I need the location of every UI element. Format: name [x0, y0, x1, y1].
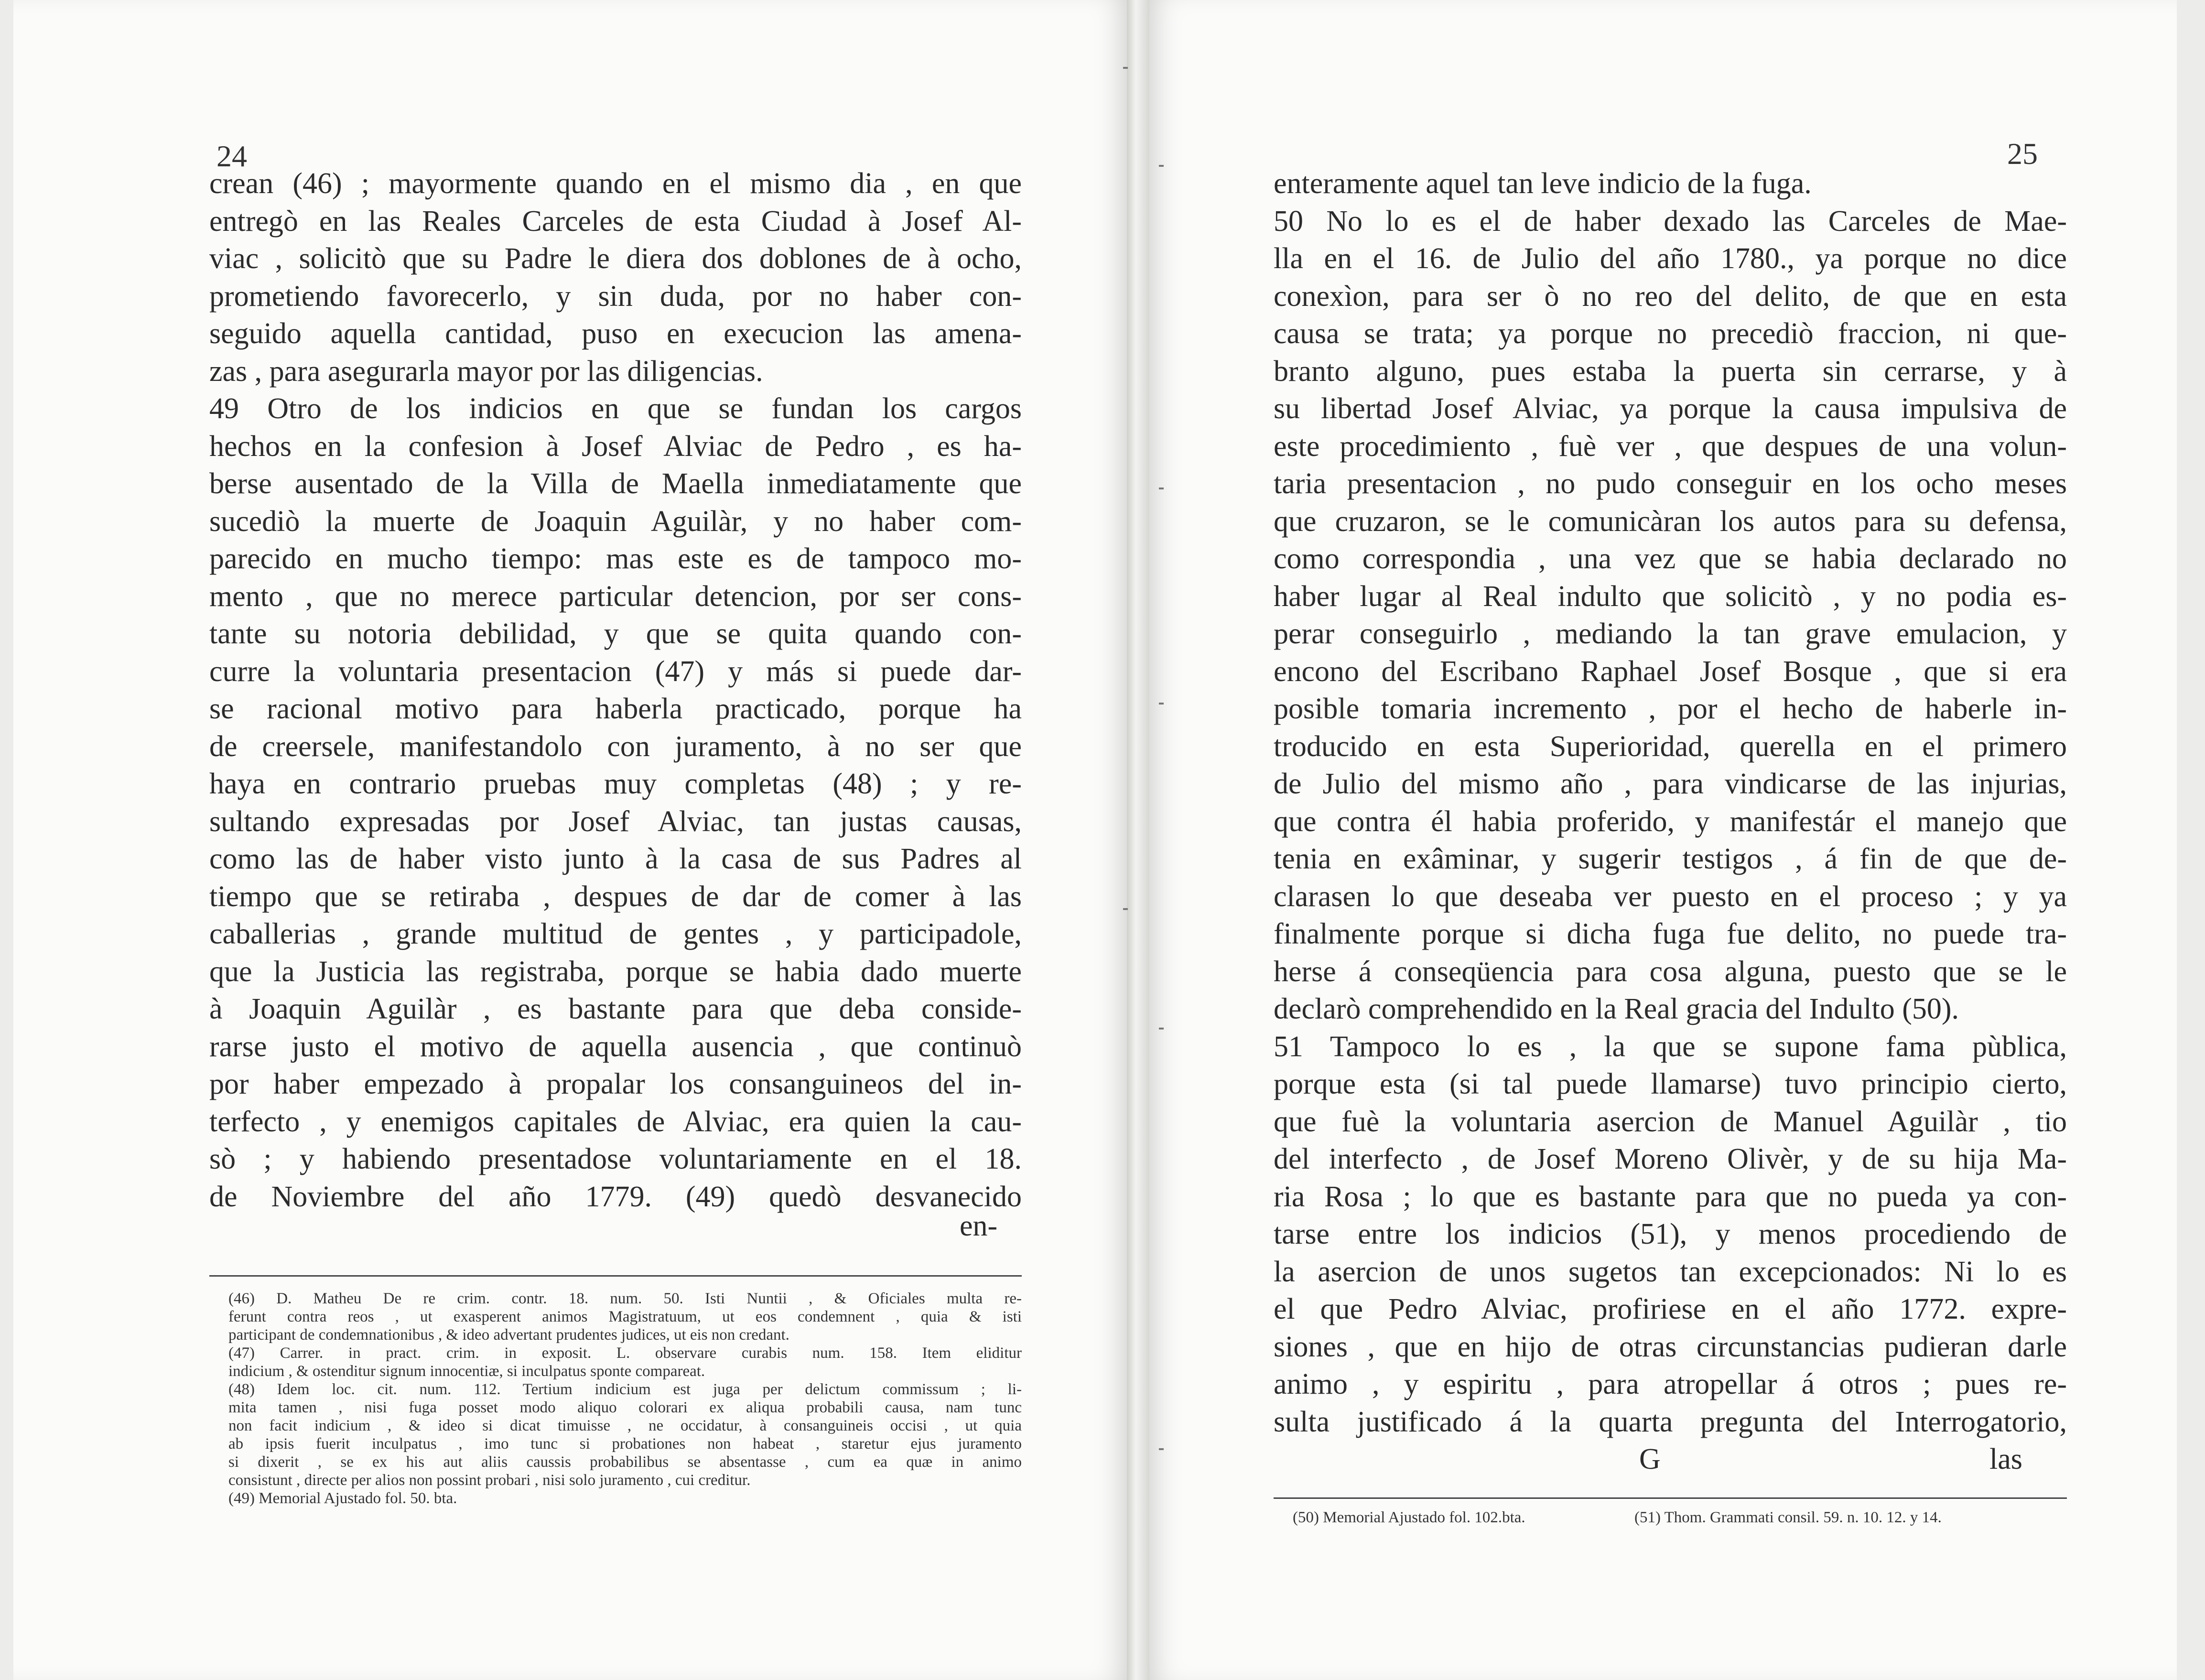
footnote-line: si dixerit , se ex his aut aliis caussis probabilibus se absentasse , cum ea quæ in animo — [228, 1453, 1022, 1471]
page-edge-mark — [1159, 1448, 1164, 1450]
text-line: que fuè la voluntaria asercion de Manuel Aguilàr , tio — [1274, 1105, 2067, 1138]
text-line: de Noviembre del año 1779. (49) quedò desvanecido — [209, 1180, 1022, 1213]
right-footnote-rule — [1274, 1497, 2067, 1499]
text-line: tiempo que se retiraba , despues de dar de comer à las — [209, 880, 1022, 913]
text-line: su libertad Josef Alviac, ya porque la causa impulsiva de — [1274, 392, 2067, 425]
page-edge-mark — [1159, 1028, 1164, 1030]
text-line: 50 No lo es el de haber dexado las Carceles de Mae- — [1274, 205, 2067, 238]
text-line: sulta justificado á la quarta pregunta del Interrogatorio, — [1274, 1405, 2067, 1438]
footnote-line: (46) D. Matheu De re crim. contr. 18. num. 50. Isti Nuntii , & Oficiales multa re- — [228, 1290, 1022, 1307]
text-line: curre la voluntaria presentacion (47) y más si puede dar- — [209, 655, 1022, 688]
text-line: sultando expresadas por Josef Alviac, tan justas causas, — [209, 805, 1022, 838]
text-line: zas , para asegurarla mayor por las diligencias. — [209, 355, 763, 388]
page-edge-mark — [1159, 488, 1164, 489]
text-line: sucediò la muerte de Joaquin Aguilàr, y no haber com- — [209, 505, 1022, 538]
text-line: del interfecto , de Josef Moreno Olivèr, y de su hija Ma- — [1274, 1143, 2067, 1175]
text-line: sò ; y habiendo presentadose voluntariamente en el 18. — [209, 1143, 1022, 1175]
footnote-line: (49) Memorial Ajustado fol. 50. bta. — [228, 1490, 457, 1507]
text-line: branto alguno, pues estaba la puerta sin cerrarse, y à — [1274, 355, 2067, 388]
text-line: tenia en exâminar, y sugerir testigos , á fin de que de- — [1274, 843, 2067, 875]
text-line: la asercion de unos sugetos tan excepcionados: Ni lo es — [1274, 1255, 2067, 1288]
text-line: hechos en la confesion à Josef Alviac de Pedro , es ha- — [209, 430, 1022, 463]
text-line: caballerias , grande multitud de gentes , y participadole, — [209, 918, 1022, 950]
footnote-line: ferunt contra reos , ut exasperent animos Magistratuum, ut eos condemnent , quia & isti — [228, 1308, 1022, 1325]
footnote-line: indicium , & ostenditur signum innocentiæ, si inculpatus sponte compareat. — [228, 1363, 705, 1380]
text-line: lla en el 16. de Julio del año 1780., ya porque no dice — [1274, 242, 2067, 275]
text-line: 49 Otro de los indicios en que se fundan los cargos — [209, 392, 1022, 425]
text-line: animo , y espiritu , para atropellar á otros ; pues re- — [1274, 1368, 2067, 1400]
text-line: troducido en esta Superioridad, querella en el primero — [1274, 730, 2067, 763]
text-line: haber lugar al Real indulto que solicitò , y no podia es- — [1274, 580, 2067, 613]
footnote-line: consistunt , directe per alios non possint probari , nisi solo juramento , cui creditur. — [228, 1472, 751, 1489]
left-footnote-rule — [209, 1275, 1022, 1277]
text-line: que la Justicia las registraba, porque se habia dado muerte — [209, 955, 1022, 988]
footnote-line: (47) Carrer. in pract. crim. in exposit. L. observare curabis num. 158. Item eliditur — [228, 1344, 1022, 1362]
footnote-line: (48) Idem loc. cit. num. 112. Tertium indicium est juga per delictum commissum ; li- — [228, 1381, 1022, 1398]
text-line: ria Rosa ; lo que es bastante para que no pueda ya con- — [1274, 1180, 2067, 1213]
text-line: haya en contrario pruebas muy completas (48) ; y re- — [209, 768, 1022, 800]
text-line: declarò comprehendido en la Real gracia del Indulto (50). — [1274, 993, 1959, 1025]
footnote-line: non facit indicium , & ideo si dicat timuisse , ne occidatur, à consanguineis occisi , ut quia — [228, 1417, 1022, 1434]
right-footnote-50: (50) Memorial Ajustado fol. 102.bta. — [1293, 1509, 1525, 1526]
text-line: de creersele, manifestandolo con juramento, à no ser que — [209, 730, 1022, 763]
text-line: viac , solicitò que su Padre le diera dos doblones de à ocho, — [209, 242, 1022, 275]
page-edge-mark — [1123, 67, 1128, 69]
left-page-number: 24 — [216, 139, 247, 173]
book-gutter — [1127, 0, 1149, 1680]
text-line: entregò en las Reales Carceles de esta Ciudad à Josef Al- — [209, 205, 1022, 238]
left-page — [13, 0, 1127, 1680]
right-page-body — [1274, 165, 2067, 1441]
text-line: rarse justo el motivo de aquella ausencia , que continuò — [209, 1030, 1022, 1063]
text-line: tante su notoria debilidad, y que se quita quando con- — [209, 618, 1022, 650]
text-line: terfecto , y enemigos capitales de Alviac, era quien la cau- — [209, 1105, 1022, 1138]
text-line: que cruzaron, se le comunicàran los autos para su defensa, — [1274, 505, 2067, 538]
text-line: taria presentacion , no pudo conseguir en los ocho meses — [1274, 467, 2067, 500]
right-catchword: las — [1989, 1443, 2022, 1475]
text-line: como las de haber visto junto à la casa de sus Padres al — [209, 843, 1022, 875]
text-line: finalmente porque si dicha fuga fue delito, no puede tra- — [1274, 918, 2067, 950]
text-line: por haber empezado à propalar los consanguineos del in- — [209, 1068, 1022, 1100]
page-edge-mark — [1123, 908, 1128, 910]
footnote-line: participant de condemnationibus , & ideo advertant prudentes judices, ut eis non credant. — [228, 1326, 789, 1344]
right-page-number: 25 — [2007, 137, 2038, 171]
text-line: causa se trata; ya porque no precediò fraccion, ni que- — [1274, 317, 2067, 350]
text-line: porque esta (si tal puede llamarse) tuvo principio cierto, — [1274, 1068, 2067, 1100]
left-catchword: en- — [960, 1210, 998, 1242]
text-line: perar conseguirlo , mediando la tan grave emulacion, y — [1274, 618, 2067, 650]
text-line: siones , que en hijo de otras circunstancias pudieran darle — [1274, 1330, 2067, 1363]
text-line: clarasen lo que deseaba ver puesto en el proceso ; y ya — [1274, 880, 2067, 913]
left-page-footnotes — [228, 1290, 1022, 1507]
text-line: que contra él habia proferido, y manifestár el manejo que — [1274, 805, 2067, 838]
text-line: prometiendo favorecerlo, y sin duda, por no haber con- — [209, 280, 1022, 313]
text-line: de Julio del mismo año , para vindicarse de las injurias, — [1274, 768, 2067, 800]
text-line: parecido en mucho tiempo: mas este es de tampoco mo- — [209, 542, 1022, 575]
text-line: conexìon, para ser ò no reo del delito, de que en esta — [1274, 280, 2067, 313]
right-footnote-51: (51) Thom. Grammati consil. 59. n. 10. 12. y 14. — [1634, 1509, 1942, 1526]
text-line: berse ausentado de la Villa de Maella inmediatamente que — [209, 467, 1022, 500]
text-line: como correspondia , una vez que se habia declarado no — [1274, 542, 2067, 575]
text-line: 51 Tampoco lo es , la que se supone fama pùblica, — [1274, 1030, 2067, 1063]
footnote-line: mita tamen , nisi fuga posset modo aliquo colorari ex aliqua probabili causa, nam tunc — [228, 1399, 1022, 1416]
text-line: se racional motivo para haberla practicado, porque ha — [209, 693, 1022, 725]
text-line: encono del Escribano Raphael Josef Bosque , que si era — [1274, 655, 2067, 688]
text-line: herse á conseqüencia para cosa alguna, puesto que se le — [1274, 955, 2067, 988]
text-line: crean (46) ; mayormente quando en el mismo dia , en que — [209, 167, 1022, 200]
text-line: este procedimiento , fuè ver , que despues de una volun- — [1274, 430, 2067, 463]
left-page-body — [209, 165, 1022, 1215]
text-line: mento , que no merece particular detencion, por ser cons- — [209, 580, 1022, 613]
text-line: tarse entre los indicios (51), y menos procediendo de — [1274, 1218, 2067, 1250]
page-edge-mark — [1159, 165, 1164, 167]
text-line: seguido aquella cantidad, puso en execucion las amena- — [209, 317, 1022, 350]
footnote-line: ab ipsis fuerit inculpatus , imo tunc si probationes non habeat , staretur ejus juramento — [228, 1435, 1022, 1452]
right-page — [1149, 0, 2177, 1680]
text-line: à Joaquin Aguilàr , es bastante para que deba conside- — [209, 993, 1022, 1025]
text-line: posible tomaria incremento , por el hecho de haberle in- — [1274, 693, 2067, 725]
text-line: el que Pedro Alviac, profiriese en el año 1772. expre- — [1274, 1293, 2067, 1325]
page-edge-mark — [1159, 703, 1164, 705]
text-line: enteramente aquel tan leve indicio de la fuga. — [1274, 167, 1812, 200]
signature-mark: G — [1639, 1443, 1661, 1475]
